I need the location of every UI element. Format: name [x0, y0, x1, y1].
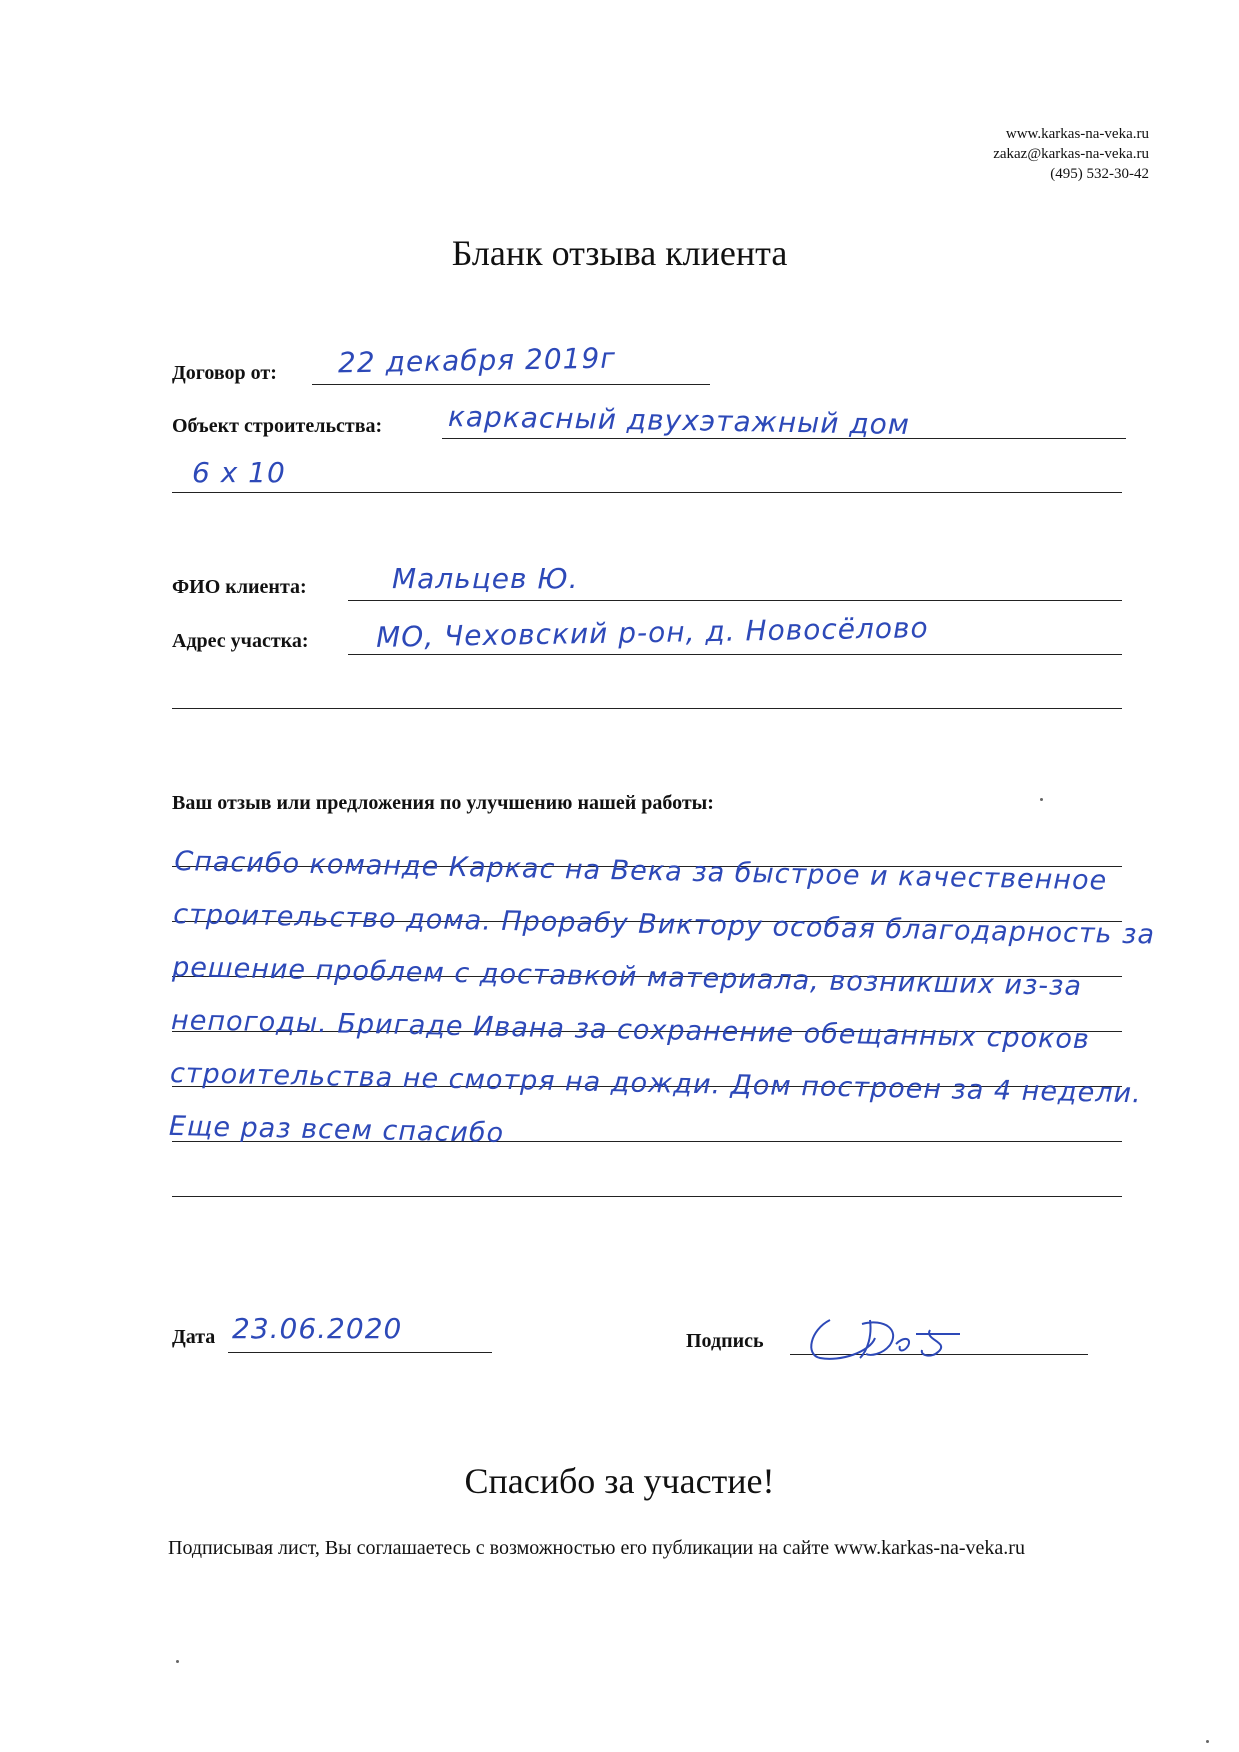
form-title: Бланк отзыва клиента [451, 233, 788, 273]
date-label: Дата [172, 1326, 216, 1348]
object-line-2 [172, 492, 1122, 493]
signature-label: Подпись [686, 1330, 764, 1352]
client-line [348, 600, 1122, 601]
scan-speck [1040, 798, 1043, 801]
date-line [228, 1352, 492, 1353]
address-line-1 [348, 654, 1122, 655]
review-line-7 [172, 1196, 1122, 1197]
review-text: Спасибо команде Каркас на Века за быстрое и качественное строительство дома. Прорабу Виктору особая благодарность за решение проблем с доставкой материала, возникших из-за непогоды. Бригаде Ивана за сохранение обещанных сроков строительства не смотря на дожди. Дом построен за 4 недели. Еще раз всем спасибо [168, 845, 1156, 1149]
contract-value: 22 декабря 2019г [337, 341, 617, 380]
object-label: Объект строительства: [172, 415, 383, 437]
email-text: zakaz@karkas-na-veka.ru [993, 146, 1149, 162]
thanks-message: Спасибо за участие! [464, 1461, 775, 1501]
scan-speck [1206, 1740, 1209, 1743]
client-value: Мальцев Ю. [392, 562, 579, 595]
phone-text: (495) 532-30-42 [1050, 166, 1149, 182]
address-label: Адрес участка: [172, 630, 309, 652]
contact-block [993, 124, 1149, 184]
review-label: Ваш отзыв или предложения по улучшению нашей работы: [172, 792, 714, 814]
scan-speck [176, 1660, 179, 1663]
consent-text: Подписывая лист, Вы соглашаетесь с возможностью его публикации на сайте www.karkas-na-veka.ru [168, 1537, 1025, 1559]
date-value: 23.06.2020 [232, 1312, 403, 1345]
object-value-line1: каркасный двухэтажный дом [447, 399, 911, 442]
address-value: МО, Чеховский р-он, д. Новосёлово [375, 611, 929, 654]
object-value-line2: 6 х 10 [192, 456, 286, 489]
client-label: ФИО клиента: [172, 576, 307, 598]
website-text: www.karkas-na-veka.ru [1005, 126, 1149, 142]
contract-label: Договор от: [172, 362, 277, 384]
address-line-2 [172, 708, 1122, 709]
contract-line [312, 384, 710, 385]
signature-mark [800, 1300, 980, 1370]
